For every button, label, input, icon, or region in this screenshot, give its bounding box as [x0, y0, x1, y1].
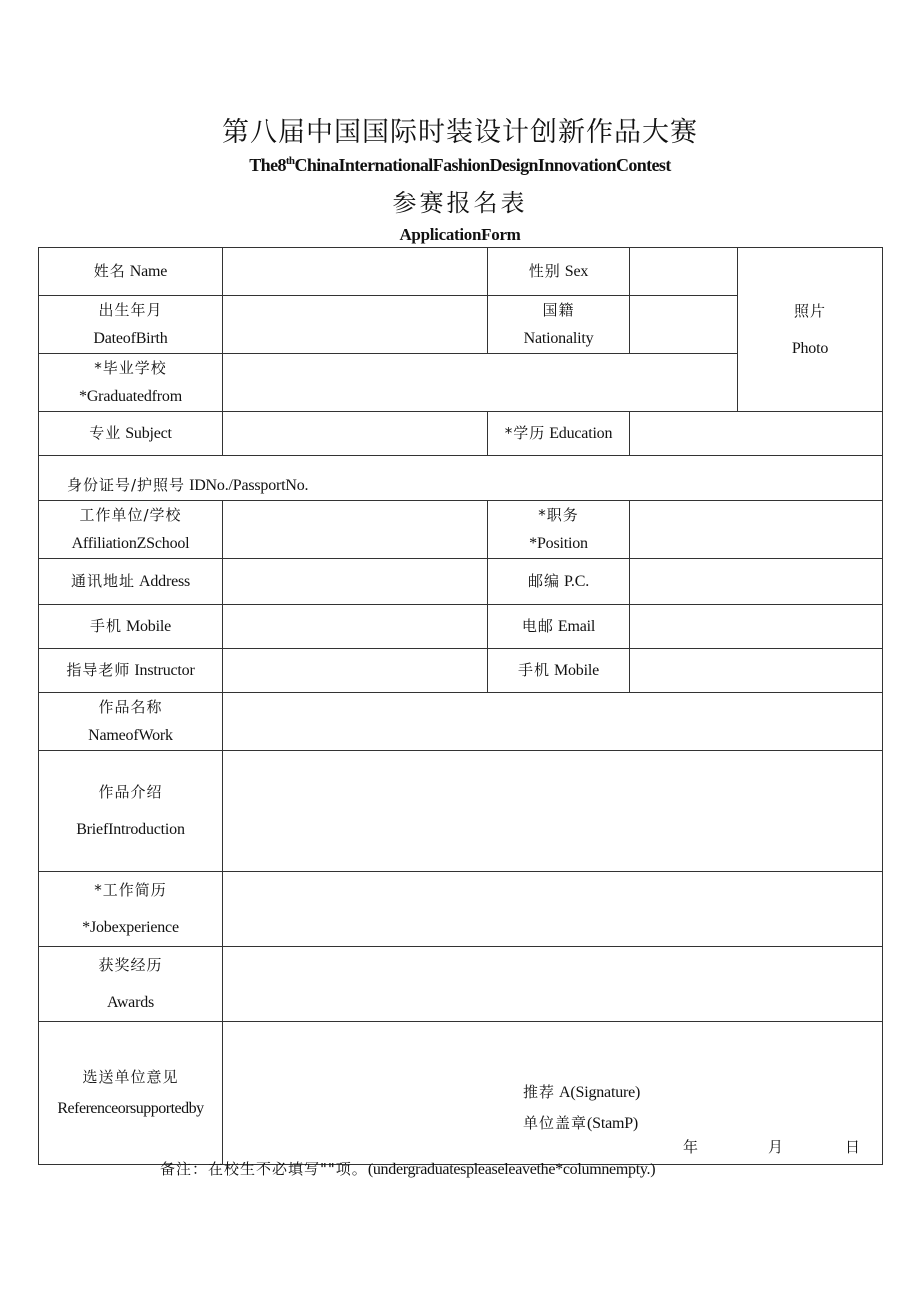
label-awards: 获奖经历 Awards	[39, 947, 223, 1022]
label-sex: 性别 Sex	[488, 248, 630, 296]
field-instructor-mobile[interactable]	[630, 649, 883, 693]
application-form-table	[38, 247, 883, 1165]
label-subject: 专业 Subject	[39, 412, 223, 456]
date-month: 月	[768, 1138, 785, 1156]
label-position: *职务 *Position	[488, 501, 630, 559]
title-chinese: 第八届中国国际时装设计创新作品大赛	[222, 117, 698, 148]
field-id-number[interactable]: 身份证号/护照号 IDNo./PassportNo.	[39, 456, 883, 501]
field-affiliation[interactable]	[223, 501, 488, 559]
field-introduction[interactable]	[223, 751, 883, 872]
form-title-english: ApplicationForm	[399, 225, 521, 244]
label-email: 电邮 Email	[488, 605, 630, 649]
field-nationality[interactable]	[630, 296, 738, 354]
label-name: 姓名 Name	[39, 248, 223, 296]
field-name[interactable]	[223, 248, 488, 296]
photo-box[interactable]: 照片 Photo	[738, 248, 883, 412]
field-email[interactable]	[630, 605, 883, 649]
date-day: 日	[845, 1138, 862, 1156]
field-dob[interactable]	[223, 296, 488, 354]
field-position[interactable]	[630, 501, 883, 559]
label-nationality: 国籍 Nationality	[488, 296, 630, 354]
field-work-name[interactable]	[223, 693, 883, 751]
label-graduated: *毕业学校 *Graduatedfrom	[39, 354, 223, 412]
form-title-chinese: 参赛报名表	[392, 189, 528, 217]
field-job-experience[interactable]	[223, 872, 883, 947]
label-work-name: 作品名称 NameofWork	[39, 693, 223, 751]
field-mobile[interactable]	[223, 605, 488, 649]
date-year: 年	[683, 1138, 700, 1156]
field-reference-signature[interactable]	[223, 1022, 883, 1165]
title-english: The8thChinaInternationalFashionDesignInnovationContest	[249, 155, 671, 175]
label-reference: 选送单位意见 Referenceorsupportedby	[39, 1022, 223, 1165]
label-introduction: 作品介绍 BriefIntroduction	[39, 751, 223, 872]
field-instructor[interactable]	[223, 649, 488, 693]
field-graduated[interactable]	[223, 354, 738, 412]
field-postcode[interactable]	[630, 559, 883, 605]
field-awards[interactable]	[223, 947, 883, 1022]
footnote: 备注：在校生不必填写""项。(undergraduatespleaseleavethe*columnempty.)	[160, 1160, 656, 1178]
field-sex[interactable]	[630, 248, 738, 296]
label-instructor: 指导老师 Instructor	[39, 649, 223, 693]
label-address: 通讯地址 Address	[39, 559, 223, 605]
field-address[interactable]	[223, 559, 488, 605]
field-education[interactable]	[630, 412, 883, 456]
label-education: *学历 Education	[488, 412, 630, 456]
label-dob: 出生年月 DateofBirth	[39, 296, 223, 354]
label-job-experience: *工作简历 *Jobexperience	[39, 872, 223, 947]
signature-label: 推荐 A(Signature)	[523, 1083, 641, 1101]
stamp-label: 单位盖章(StamP)	[523, 1114, 639, 1132]
label-postcode: 邮编 P.C.	[488, 559, 630, 605]
label-instructor-mobile: 手机 Mobile	[488, 649, 630, 693]
label-mobile: 手机 Mobile	[39, 605, 223, 649]
field-subject[interactable]	[223, 412, 488, 456]
label-affiliation: 工作单位/学校 AffiliationZSchool	[39, 501, 223, 559]
